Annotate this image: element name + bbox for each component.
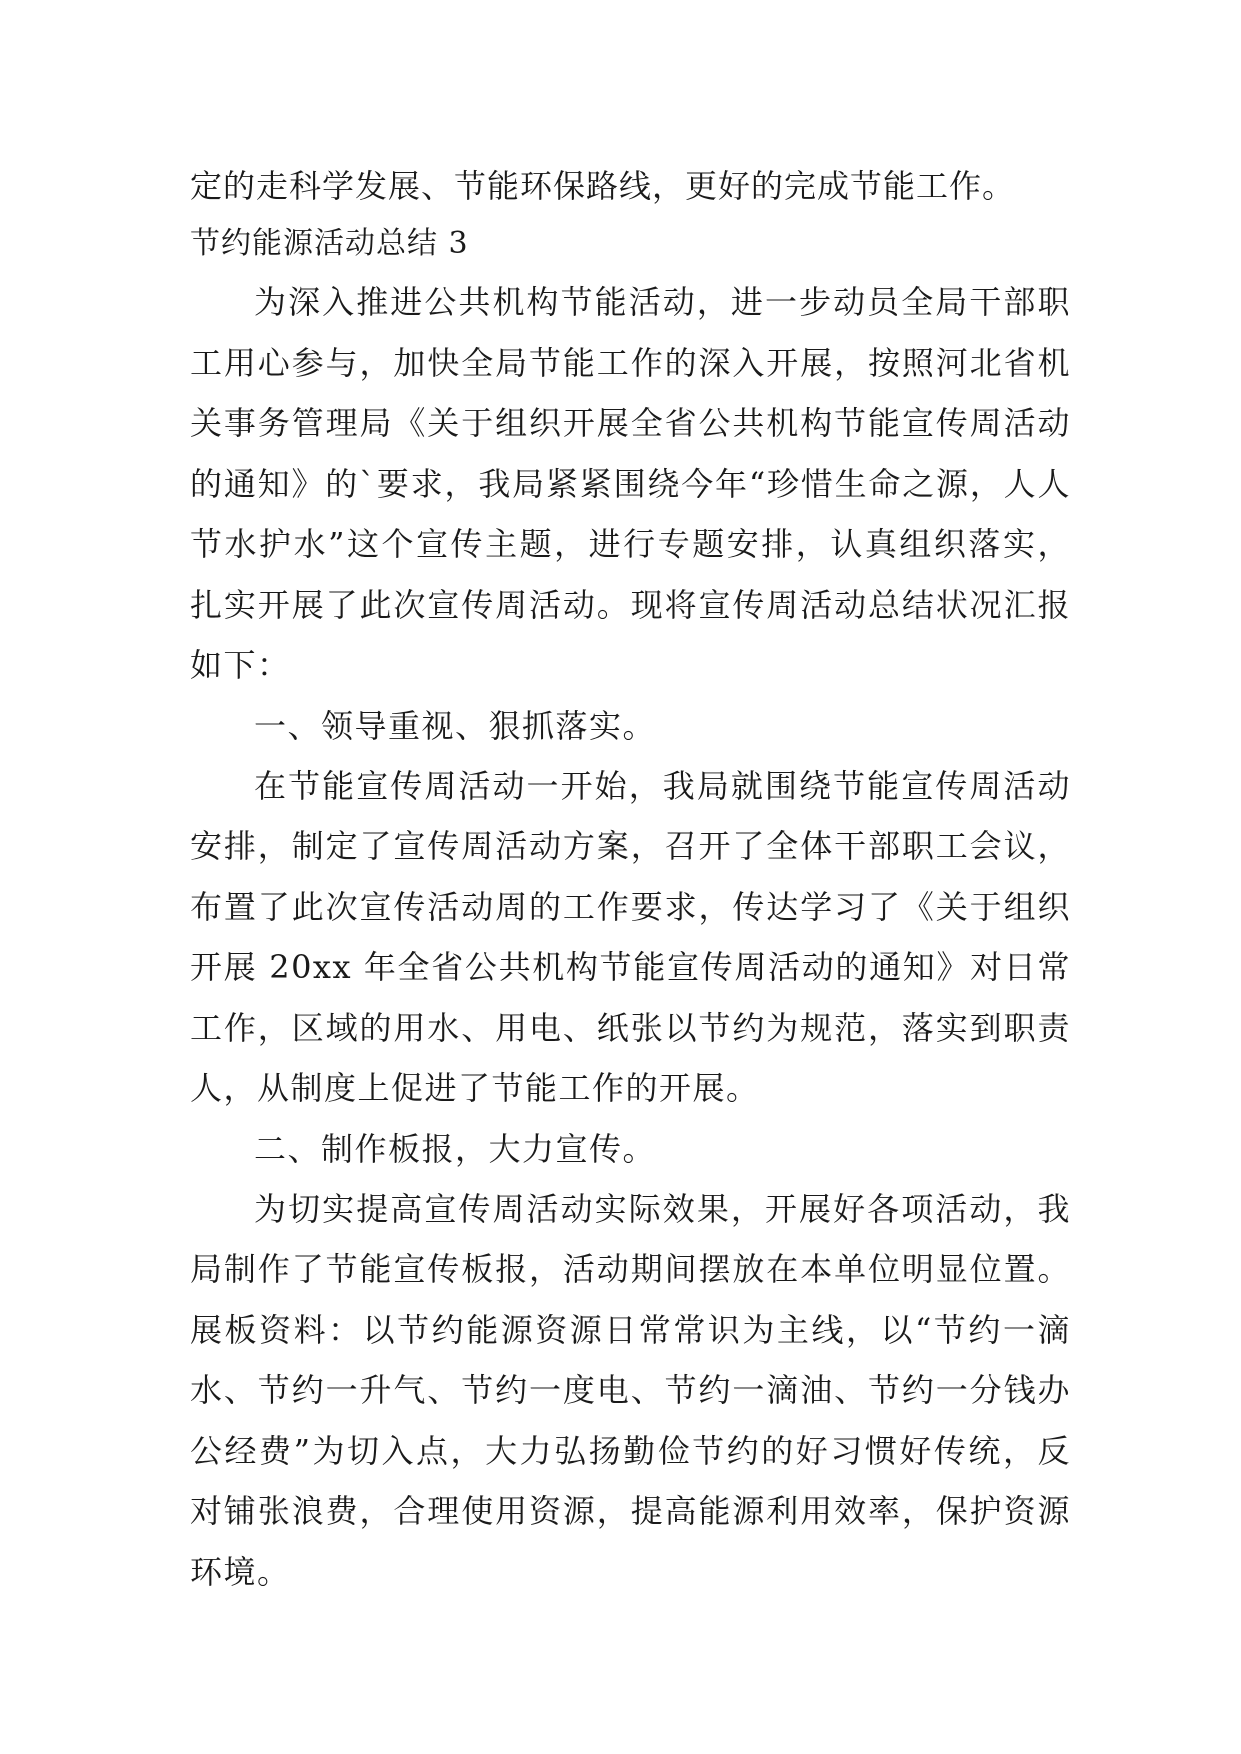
paragraph-leadership: 在节能宣传周活动一开始，我局就围绕节能宣传周活动安排，制定了宣传周活动方案，召开了全体干部职工会议，布置了此次宣传活动周的工作要求，传达学习了《关于组织开展 20xx 年全省公共机构节能宣传周活动的通知》对日常工作，区域的用水、用电、纸张以节约为规范，落实到职责人，从制度上促进了节能工作的开展。 [190, 766, 1071, 1107]
section-title: 节约能源活动总结 3 [190, 226, 469, 261]
intro-paragraph: 为深入推进公共机构节能活动，进一步动员全局干部职工用心参与，加快全局节能工作的深入开展，按照河北省机关事务管理局《关于组织开展全省公共机构节能宣传周活动的通知》的`要求，我局紧紧围绕今年“珍惜生命之源，人人节水护水”这个宣传主题，进行专题安排，认真组织落实，扎实开展了此次宣传周活动。现将宣传周活动总结状况汇报如下： [190, 283, 1071, 684]
heading-publicity: 二、制作板报，大力宣传。 [254, 1129, 657, 1168]
continuation-text: 定的走科学发展、节能环保路线，更好的完成节能工作。 [190, 167, 1016, 205]
heading-leadership: 一、领导重视、狠抓落实。 [254, 706, 657, 745]
paragraph-publicity: 为切实提高宣传周活动实际效果，开展好各项活动，我局制作了节能宣传板报，活动期间摆放在本单位明显位置。展板资料：以节约能源资源日常常识为主线，以“节约一滴水、节约一升气、节约一度电、节约一滴油、节约一分钱办公经费”为切入点，大力弘扬勤俭节约的好习惯好传统，反对铺张浪费，合理使用资源，提高能源利用效率，保护资源环境。 [190, 1189, 1071, 1591]
